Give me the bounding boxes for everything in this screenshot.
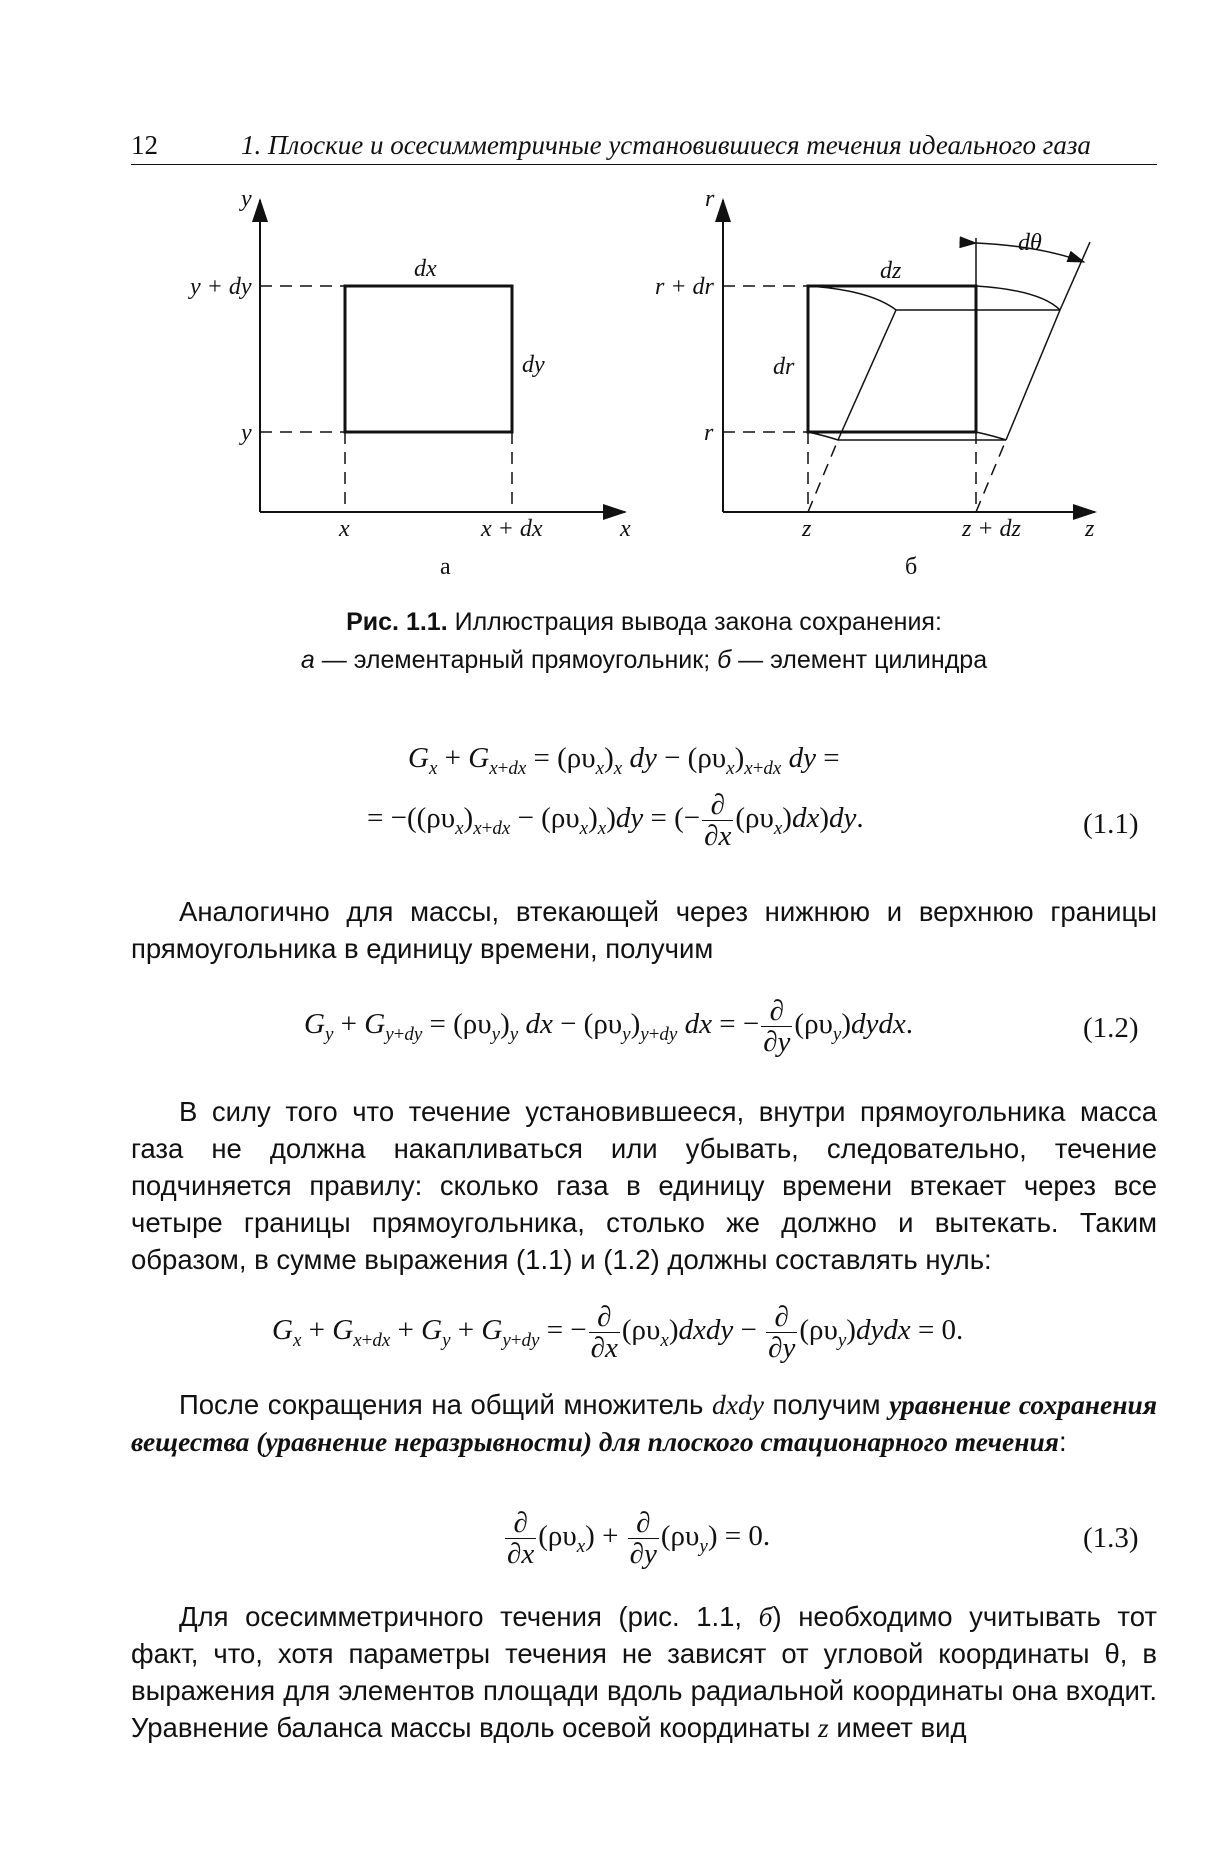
paragraph-2: В силу того что течение установившееся, внутри прямоугольника масса газа не должна накапливаться или убывать, следовательно, течение подчиняется правилу: сколько газа в единицу времени втекает через все четыре границы прямоугольника, столько же должно и вытекать. Таким образом, в сумме выражения (1.1) и (1.2) должны составлять нуль: — [131, 1096, 1157, 1275]
caption-sub-a: — элементарный прямоугольник; — [321, 646, 711, 674]
b-label-dr: dr — [773, 354, 795, 380]
p4-mid: ) необходимо учитывать тот факт, что, хотя параметры течения не зависят от угловой координаты θ, в выражения для элементов площади вдоль радиальной координаты она входит. Уравнение баланса массы вдоль осевой координаты — [131, 1601, 1158, 1743]
b-top-arc-right — [976, 286, 1060, 310]
caption-line-2 — [131, 641, 1157, 679]
b-slant-left — [838, 310, 896, 440]
caption-sub-b-letter: б — [717, 646, 732, 674]
p3-mid: получим — [772, 1389, 881, 1420]
panel-a — [188, 186, 631, 580]
b-dash-diag-left — [808, 440, 838, 512]
caption-line-1 — [131, 603, 1157, 641]
equation-1-3-number: (1.3) — [1083, 1522, 1139, 1554]
a-label-dy: dy — [522, 352, 545, 378]
b-label-r-plus-dr: r + dr — [655, 274, 714, 300]
a-tick-x: x — [339, 516, 350, 542]
caption-sub-a-letter: а — [300, 646, 315, 674]
running-header — [131, 128, 1157, 165]
equation-1-3: $\frac{\partial}{\partial x}$ $(\rho\upsilon_x)$ + $\frac{\partial}{\partial y}$ $(\rho\upsilon_y) = 0$. — [507, 1507, 771, 1570]
b-axis-r-label: r — [705, 186, 715, 212]
page-number: 12 — [131, 130, 158, 160]
b-tick-z-plus-dz: z + dz — [962, 516, 1021, 542]
b-slant-right — [1006, 310, 1060, 440]
a-panel-letter: а — [440, 554, 451, 580]
paragraph-3 — [131, 1386, 1157, 1460]
caption-label: Рис. 1.1. — [346, 608, 448, 636]
a-label-dx: dx — [414, 256, 437, 282]
p3-bold: уравнение сохранения вещества (уравнение неразрывности) для плоского стационарного течения — [131, 1389, 1157, 1457]
b-label-dtheta: dθ — [1018, 230, 1042, 256]
p4-ref: б — [758, 1601, 773, 1632]
p4-var: z — [818, 1712, 829, 1743]
paragraph-1: Аналогично для массы, втекающей через нижнюю и верхнюю границы прямоугольника в единицу времени, получим — [131, 896, 1157, 964]
b-bottom-arc-right — [976, 432, 1006, 440]
figure-caption — [131, 603, 1157, 679]
b-label-r: r — [704, 420, 714, 446]
equation-1-2: $G_y + G_{y+dy} = (\rho\upsilon_y)_y$ dx − $(\rho\upsilon_y)_{y+dy}$ dx = − $\frac{\partial}{\partial y}$ $(\rho\upsilon_y)dydx$. — [304, 995, 914, 1058]
equation-1-2-number: (1.2) — [1083, 1012, 1139, 1044]
panel-b — [655, 186, 1095, 580]
caption-sub-b: — элемент цилиндра — [738, 646, 988, 674]
equation-1-1-line-1: $G_x + G_{x+dx} = (\rho\upsilon_x)_x$ dy − $(\rho\upsilon_x)_{x+dx}$ dy = — [408, 742, 840, 779]
caption-title: Иллюстрация вывода закона сохранения: — [454, 608, 942, 636]
paragraph-4 — [131, 1598, 1157, 1746]
b-dash-diag-right — [976, 440, 1006, 512]
b-panel-letter: б — [905, 554, 918, 580]
a-tick-x-plus-dx: x + dx — [481, 516, 543, 542]
running-title: 1. Плоские и осесимметричные установившиеся течения идеального газа — [241, 130, 1091, 160]
a-axis-x-label: x — [620, 516, 631, 542]
b-tick-z: z — [802, 516, 812, 542]
p4-end: имеет вид — [836, 1712, 967, 1743]
b-label-dz: dz — [880, 258, 902, 284]
a-rectangle — [345, 286, 512, 432]
equation-sum: $G_x + G_{x+dx} + G_y + G_{y+dy}$ = − $\frac{\partial}{\partial x}$ $(\rho\upsilon_x)dxdy$ − $\frac{\partial}{\partial y}$ $(\rho\upsilon_y)dydx = 0$. — [272, 1301, 964, 1364]
b-theta-ray-slanted — [1060, 242, 1090, 310]
a-axis-y-label: y — [241, 186, 252, 212]
p3-start: После сокращения на общий множитель — [179, 1389, 704, 1420]
a-label-y: y — [241, 420, 252, 446]
equation-1-1-number: (1.1) — [1083, 808, 1139, 840]
b-axis-z-label: z — [1085, 516, 1095, 542]
p4-start: Для осесимметричного течения (рис. 1.1, — [179, 1601, 743, 1632]
b-top-arc-left — [808, 286, 896, 310]
p3-end: : — [1058, 1426, 1067, 1457]
equation-1-1-line-2: = $-((\rho\upsilon_x)_{x+dx} - (\rho\upsilon_x)_x)dy$ = (− $\frac{\partial}{\partial x}$ $(\rho\upsilon_x)dx)dy$. — [367, 789, 864, 852]
a-label-y-plus-dy: y + dy — [190, 274, 252, 300]
p3-var: dxdy — [711, 1389, 764, 1420]
figure-1-1 — [0, 180, 1207, 590]
